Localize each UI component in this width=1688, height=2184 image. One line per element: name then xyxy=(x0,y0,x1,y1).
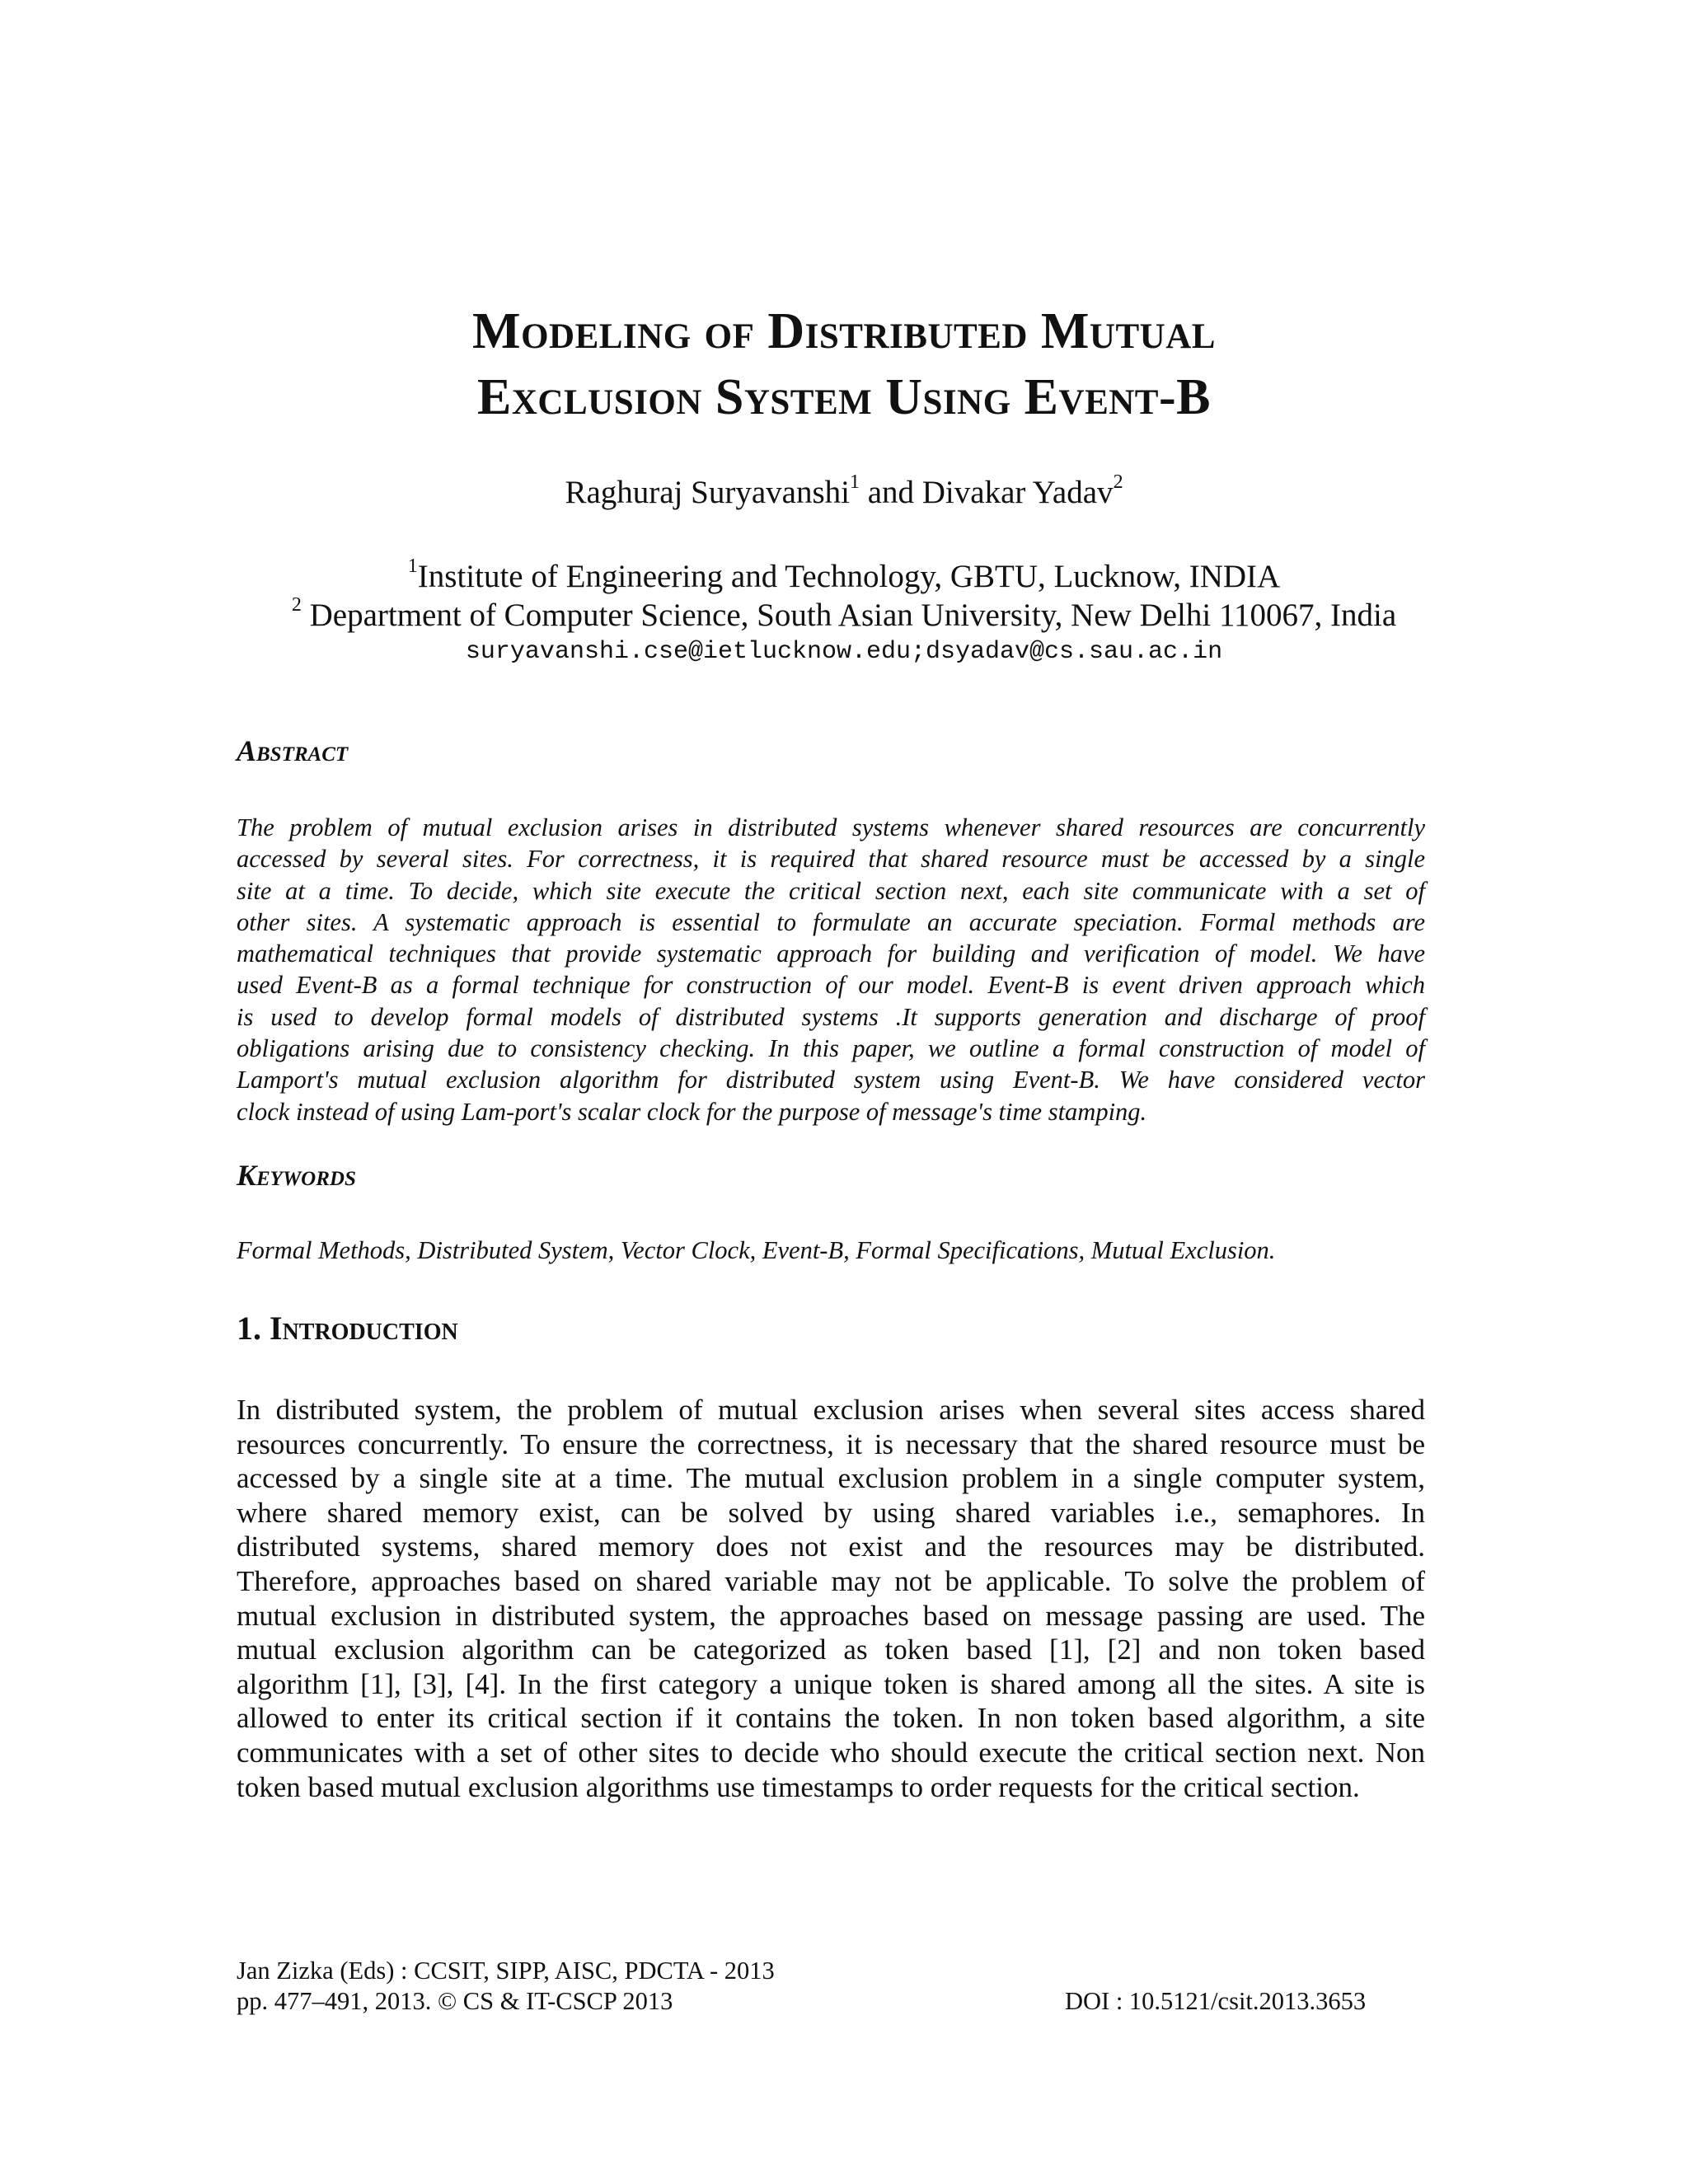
keywords-heading: Keywords xyxy=(237,1159,356,1192)
affiliation-2-text: Department of Computer Science, South Asian University, New Delhi 110067, India xyxy=(301,598,1397,633)
footer-editors: Jan Zizka (Eds) : CCSIT, SIPP, AISC, PDCTA - 2013 xyxy=(237,1957,775,1985)
abstract-line: other sites. A systematic approach is essential to formulate an accurate speciation. Formal methods are xyxy=(237,907,1425,936)
abstract-line: The problem of mutual exclusion arises in distributed systems whenever shared resources are concurrently xyxy=(237,813,1425,841)
footer-citation xyxy=(237,1956,775,2017)
abstract-line: accessed by several sites. For correctness, it is required that shared resource must be accessed by a single xyxy=(237,845,1425,874)
paper-title xyxy=(0,298,1688,430)
introduction-line: where shared memory exist, can be solved by using shared variables i.e., semaphores. In xyxy=(237,1496,1425,1529)
footer-pages: pp. 477–491, 2013. © CS & IT-CSCP 2013 xyxy=(237,1987,673,2015)
introduction-body xyxy=(237,1393,1425,1804)
introduction-heading: 1. Introduction xyxy=(237,1310,458,1347)
author-list xyxy=(0,473,1688,513)
keywords-text: Formal Methods, Distributed System, Vector Clock, Event-B, Formal Specifications, Mutual Exclusion. xyxy=(237,1236,1276,1264)
author-conjunction: and xyxy=(859,475,922,510)
introduction-line: Therefore, approaches based on shared variable may not be applicable. To solve the problem of xyxy=(237,1564,1425,1597)
author-2-name: Divakar Yadav xyxy=(921,475,1114,510)
abstract-body xyxy=(237,812,1425,1127)
introduction-line: communicates with a set of other sites to decide who should execute the critical section next. Non xyxy=(237,1736,1425,1769)
author-emails: suryavanshi.cse@ietlucknow.edu;dsyadav@cs.sau.ac.in xyxy=(465,638,1223,666)
abstract-line: obligations arising due to consistency checking. In this paper, we outline a formal construction of model of xyxy=(237,1034,1425,1063)
abstract-line: mathematical techniques that provide systematic approach for building and verification of model. We have xyxy=(237,940,1425,968)
abstract-line: is used to develop formal models of distributed systems .It supports generation and discharge of proof xyxy=(237,1002,1425,1031)
abstract-line: used Event-B as a formal technique for construction of our model. Event-B is event driven approach which xyxy=(237,971,1425,1000)
introduction-line: mutual exclusion in distributed system, the approaches based on message passing are used. The xyxy=(237,1599,1425,1632)
affiliation-1-mark: 1 xyxy=(407,555,418,577)
title-line-1: Modeling of Distributed Mutual xyxy=(472,303,1216,359)
author-1-mark: 1 xyxy=(849,471,860,493)
abstract-line: Lamport's mutual exclusion algorithm for distributed system using Event-B. We have considered vector xyxy=(237,1066,1425,1094)
introduction-line: token based mutual exclusion algorithms use timestamps to order requests for the critical section. xyxy=(237,1770,1360,1803)
introduction-line: mutual exclusion algorithm can be categorized as token based [1], [2] and non token based xyxy=(237,1633,1425,1666)
introduction-line: allowed to enter its critical section if it contains the token. In non token based algorithm, a site xyxy=(237,1702,1425,1735)
introduction-line: algorithm [1], [3], [4]. In the first category a unique token is shared among all the sites. A site is xyxy=(237,1667,1425,1700)
author-1-name: Raghuraj Suryavanshi xyxy=(565,475,850,510)
abstract-heading: Abstract xyxy=(237,734,349,767)
abstract-line: clock instead of using Lam-port's scalar clock for the purpose of message's time stamping. xyxy=(237,1097,1147,1126)
introduction-line: distributed systems, shared memory does not exist and the resources may be distributed. xyxy=(237,1530,1425,1563)
footer-doi: DOI : 10.5121/csit.2013.3653 xyxy=(1065,1987,1367,2015)
title-line-2: Exclusion System Using Event-B xyxy=(477,369,1211,425)
author-2-mark: 2 xyxy=(1113,471,1123,493)
affiliation-2 xyxy=(0,594,1688,634)
introduction-line: In distributed system, the problem of mutual exclusion arises when several sites access shared xyxy=(237,1394,1425,1426)
affiliation-2-mark: 2 xyxy=(291,594,302,616)
abstract-line: site at a time. To decide, which site execute the critical section next, each site communicate with a set of xyxy=(237,876,1425,905)
introduction-line: resources concurrently. To ensure the correctness, it is necessary that the shared resource must be xyxy=(237,1427,1425,1460)
affiliation-1 xyxy=(0,555,1688,595)
introduction-line: accessed by a single site at a time. The mutual exclusion problem in a single computer system, xyxy=(237,1462,1425,1495)
affiliation-1-text: Institute of Engineering and Technology, GBTU, Lucknow, INDIA xyxy=(417,559,1281,594)
